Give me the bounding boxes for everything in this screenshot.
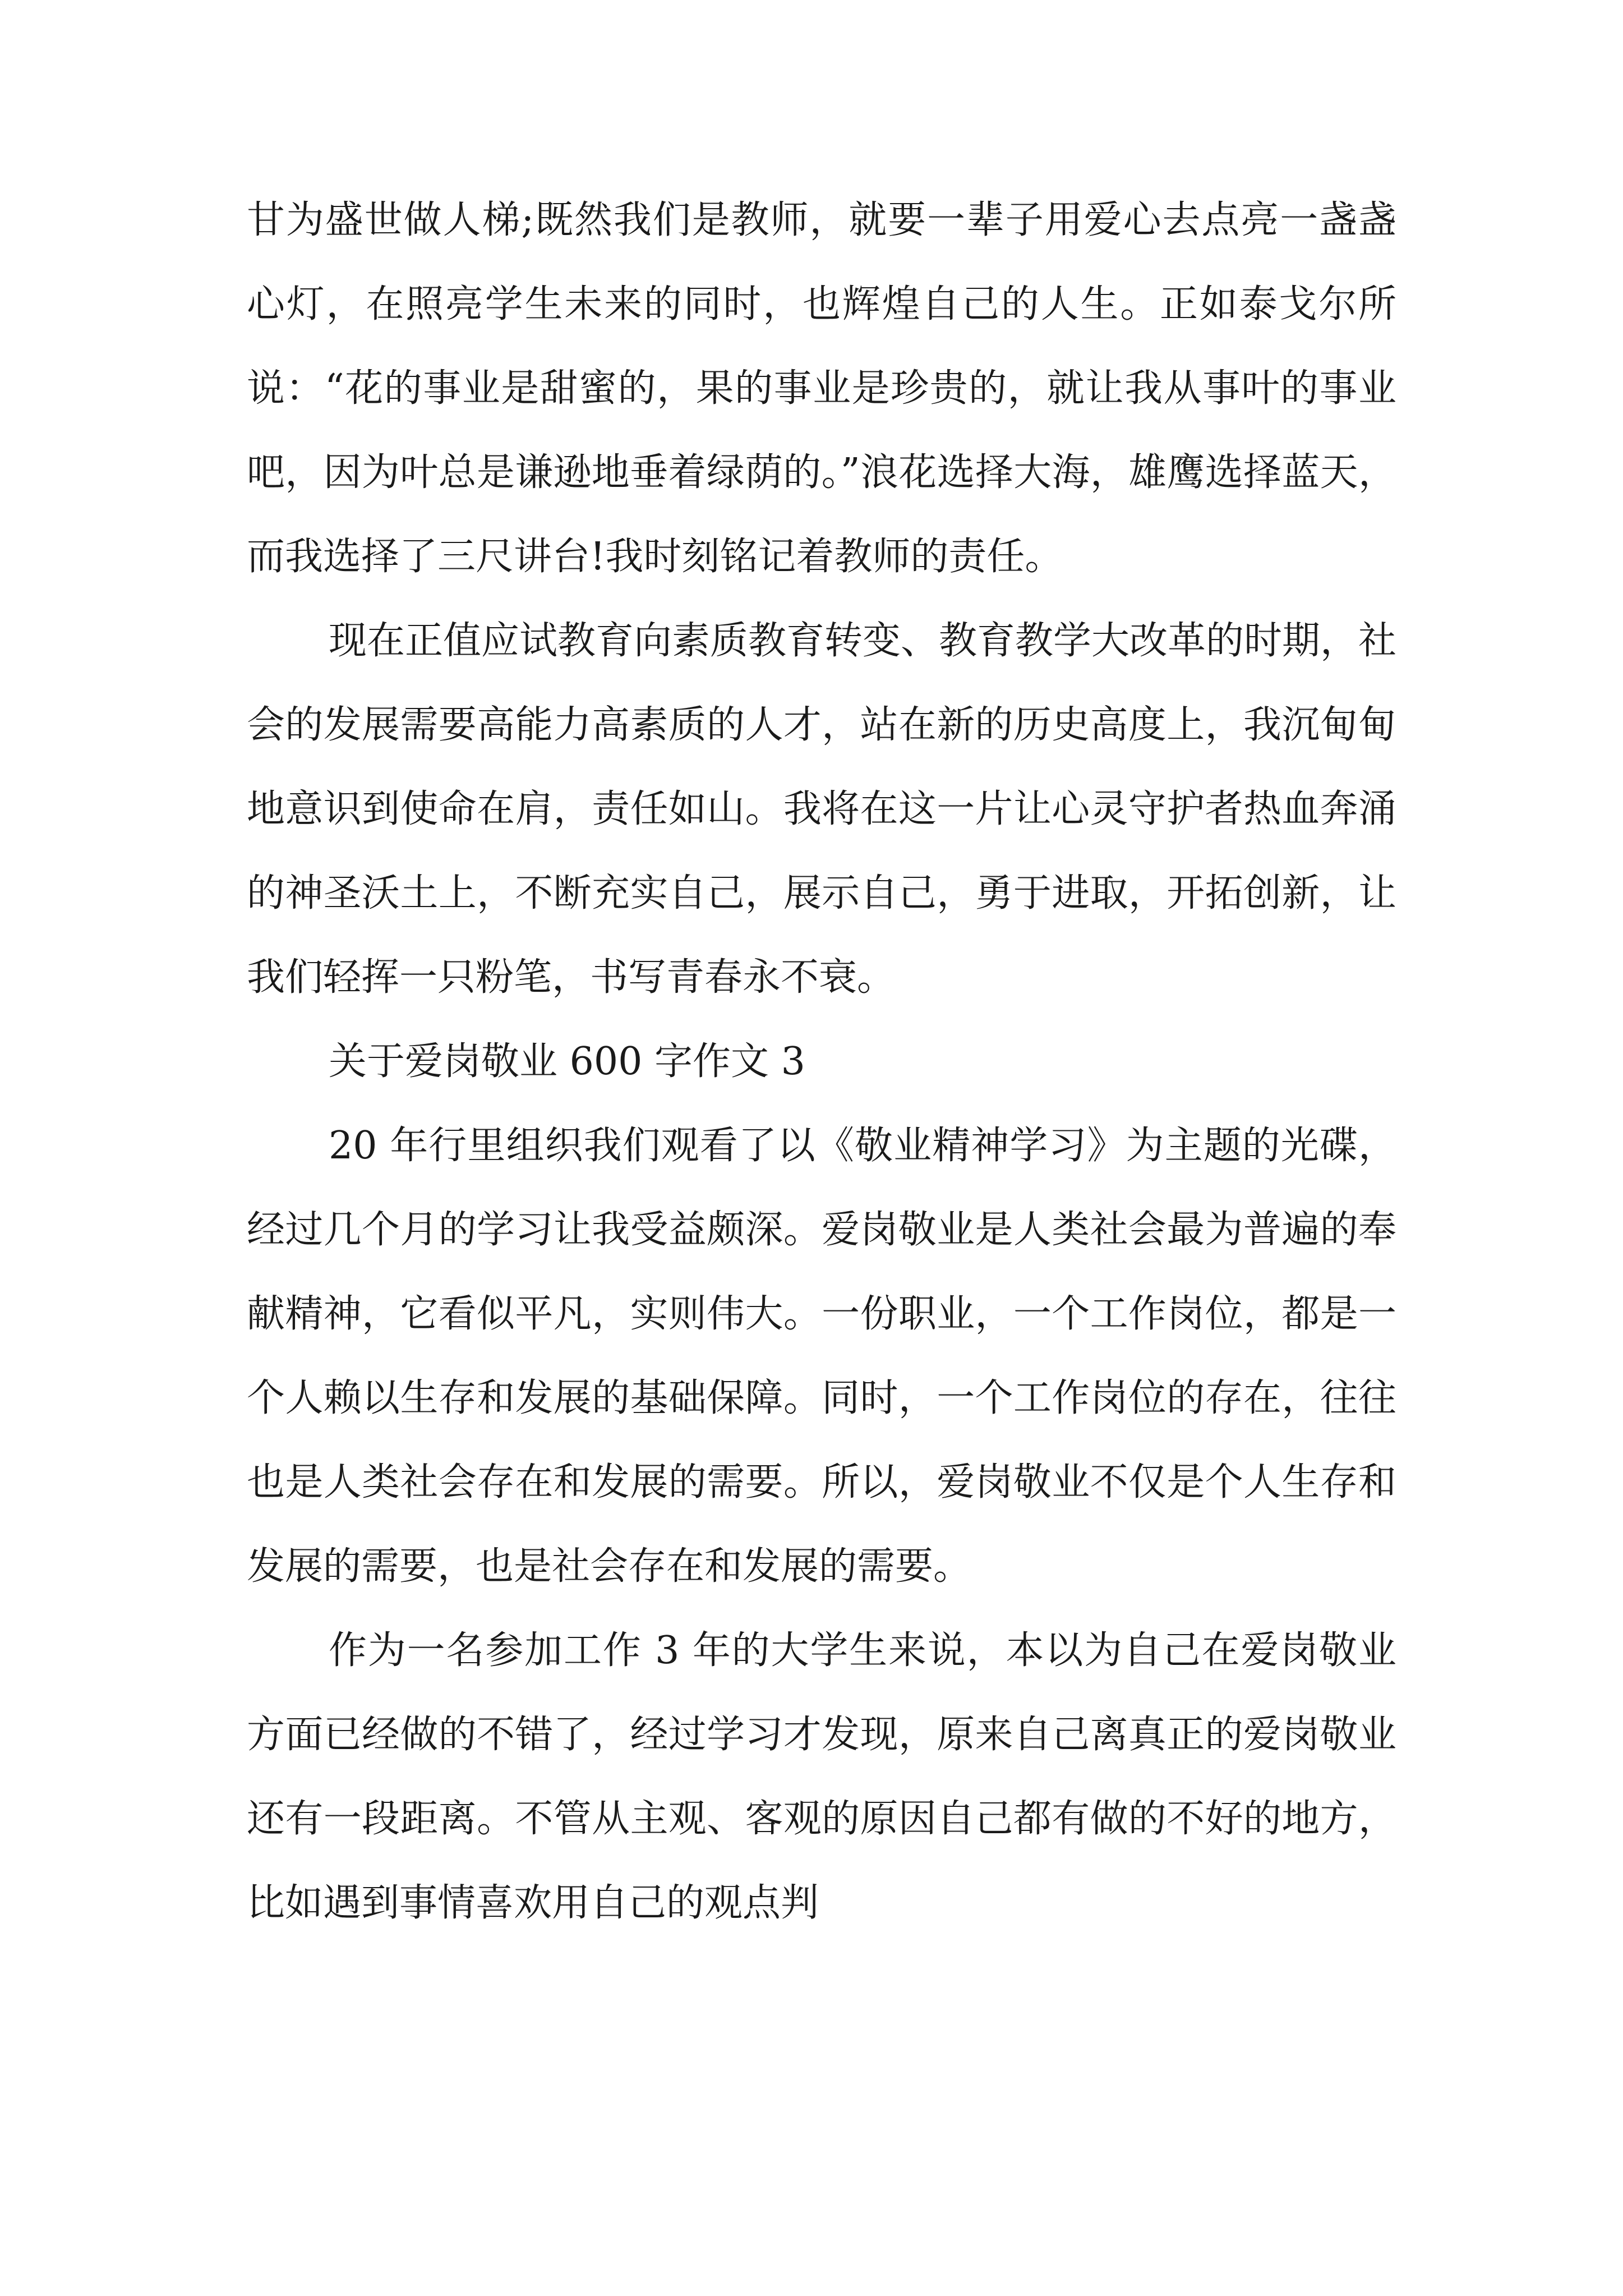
paragraph-1: 甘为盛世做人梯;既然我们是教师，就要一辈子用爱心去点亮一盏盏心灯，在照亮学生未来的同时，也辉煌自己的人生。正如泰戈尔所说：“花的事业是甜蜜的，果的事业是珍贵的，就让我从事叶的事业吧，因为叶总是谦逊地垂着绿荫的。”浪花选择大海，雄鹰选择蓝天，而我选择了三尺讲台!我时刻铭记着教师的责任。 bbox=[247, 198, 1396, 579]
document-body bbox=[247, 178, 1396, 1945]
section-heading: 关于爱岗敬业 600 字作文 3 bbox=[329, 1039, 805, 1084]
paragraph-3: 20 年行里组织我们观看了以《敬业精神学习》为主题的光碟，经过几个月的学习让我受益颇深。爱岗敬业是人类社会最为普遍的奉献精神，它看似平凡，实则伟大。一份职业，一个工作岗位，都是一个人赖以生存和发展的基础保障。同时，一个工作岗位的存在，往往也是人类社会存在和发展的需要。所以，爱岗敬业不仅是个人生存和发展的需要，也是社会存在和发展的需要。 bbox=[247, 1124, 1396, 1589]
paragraph-4: 作为一名参加工作 3 年的大学生来说，本以为自己在爱岗敬业方面已经做的不错了，经过学习才发现，原来自己离真正的爱岗敬业还有一段距离。不管从主观、客观的原因自己都有做的不好的地方，比如遇到事情喜欢用自己的观点判 bbox=[247, 1628, 1396, 1925]
paragraph-2: 现在正值应试教育向素质教育转变、教育教学大改革的时期，社会的发展需要高能力高素质的人才，站在新的历史高度上，我沉甸甸地意识到使命在肩，责任如山。我将在这一片让心灵守护者热血奔涌的神圣沃土上，不断充实自己，展示自己，勇于进取，开拓创新，让我们轻挥一只粉笔，书写青春永不衰。 bbox=[247, 619, 1397, 1000]
